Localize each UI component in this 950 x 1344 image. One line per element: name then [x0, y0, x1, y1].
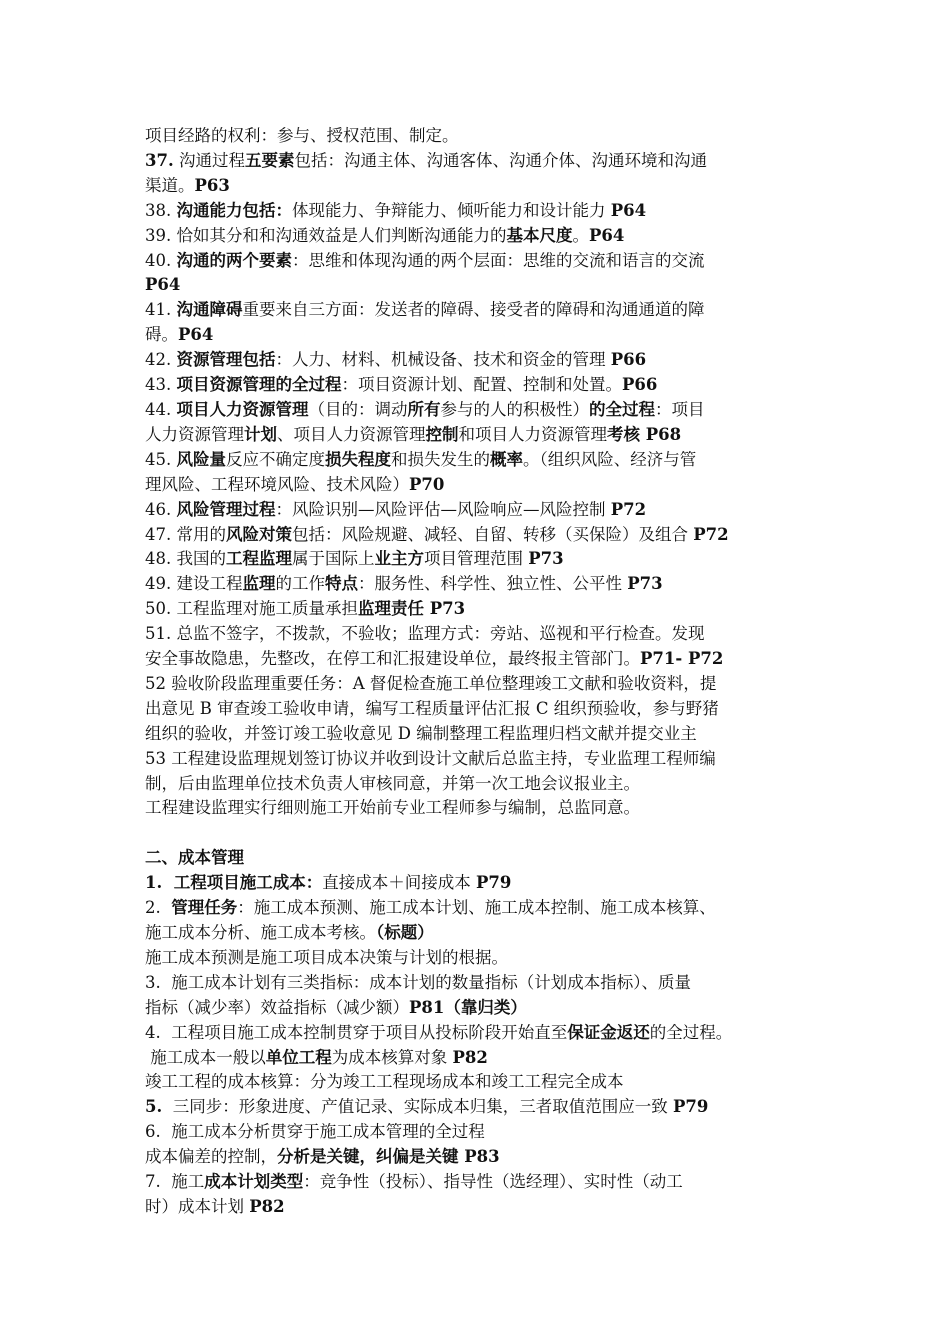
text-run: 包括：风险规避、减轻、自留、转移（买保险）及组合 — [292, 524, 694, 544]
text-run: ：思维和体现沟通的两个层面：思维的交流和语言的交流 — [292, 250, 705, 270]
bold-text-run: 风险量 — [176, 449, 226, 469]
bold-text-run: 保证金返还 — [567, 1022, 650, 1042]
bold-text-run: 工程监理 — [226, 549, 292, 569]
bold-text-run: 资源管理包括 — [176, 350, 276, 370]
text-line — [145, 199, 825, 224]
text-run: ：风险识别—风险评估—风险响应—风险控制 — [275, 499, 611, 519]
text-run: 体现能力、争辩能力、倾听能力和设计能力 — [292, 200, 611, 220]
text-line — [145, 772, 825, 797]
bold-text-run: 损失程度 — [325, 449, 391, 469]
text-run: 51. 总监不签字，不拨款，不验收；监理方式：旁站、巡视和平行检查。发现 — [145, 624, 705, 644]
bold-text-run: 5. — [145, 1097, 163, 1117]
text-run: 施工成本一般以 — [145, 1047, 266, 1067]
text-run: 的工作 — [275, 574, 325, 594]
text-line — [145, 473, 825, 498]
text-line — [145, 398, 825, 423]
text-line — [145, 747, 825, 772]
bold-text-run: 分析是关键，纠偏是关键 P83 — [277, 1147, 500, 1167]
text-run: ：项目资源计划、配置、控制和处置。 — [341, 375, 622, 395]
document-body — [145, 124, 825, 1220]
text-line — [145, 796, 825, 821]
text-run: 39. 恰如其分和和沟通效益是人们判断沟通能力的 — [145, 225, 507, 245]
text-line — [145, 572, 825, 597]
text-run: 7. 施工 — [145, 1172, 205, 1192]
text-run: 沟通过程 — [173, 150, 245, 170]
text-line — [145, 996, 825, 1021]
text-run: 成本偏差的控制， — [145, 1147, 277, 1167]
text-run: 施工成本分析、施工成本考核。 — [145, 922, 376, 942]
text-run: 竣工工程的成本核算：分为竣工工程现场成本和竣工工程完全成本 — [145, 1072, 624, 1092]
text-line — [145, 1095, 825, 1120]
text-line — [145, 124, 825, 149]
text-run: 4. 工程项目施工成本控制贯穿于项目从投标阶段开始直至 — [145, 1022, 568, 1042]
text-line — [145, 921, 825, 946]
text-run: 和项目人力资源管理 — [458, 424, 607, 444]
bold-text-run: 二、成本管理 — [145, 848, 244, 868]
bold-text-run: 控制 — [425, 424, 459, 444]
text-run: 和损失发生的 — [391, 449, 490, 469]
text-run: ：项目 — [655, 399, 705, 419]
bold-text-run: P71- P72 — [640, 649, 724, 669]
text-run: 渠道。 — [145, 175, 195, 195]
bold-text-run: P64 — [610, 200, 647, 220]
bold-text-run: 监理 — [242, 574, 276, 594]
text-run: 6. 施工成本分析贯穿于施工成本管理的全过程 — [145, 1122, 485, 1142]
text-line — [145, 348, 825, 373]
text-run: 指标（减少率）效益指标（减少额） — [145, 997, 409, 1017]
text-run: 安全事故隐患，先整改，在停工和汇报建设单位，最终报主管部门。 — [145, 649, 640, 669]
text-run: 碍。 — [145, 325, 178, 345]
bold-text-run: P66 — [622, 375, 658, 395]
text-line — [145, 1170, 825, 1195]
text-run: ：人力、材料、机械设备、技术和资金的管理 — [275, 350, 611, 370]
bold-text-run: 管理任务 — [171, 898, 238, 918]
text-line — [145, 971, 825, 996]
text-run: 理风险、工程环境风险、技术风险） — [145, 474, 409, 494]
text-line — [145, 846, 825, 871]
text-line — [145, 249, 825, 274]
text-run: 50. 工程监理对施工质量承担 — [145, 599, 358, 619]
text-run: 38. — [145, 200, 177, 220]
bold-text-run: 计划 — [244, 424, 277, 444]
text-run: 反应不确定度 — [226, 449, 325, 469]
text-line — [145, 672, 825, 697]
bold-text-run: P81（靠归类） — [409, 997, 527, 1017]
bold-text-run: P63 — [194, 175, 230, 195]
bold-text-run: 所有 — [407, 399, 441, 419]
text-run: 的全过程。 — [649, 1022, 733, 1042]
bold-text-run: 监理责任 P73 — [358, 599, 466, 619]
text-run: 属于国际上 — [292, 549, 375, 569]
text-line — [145, 174, 825, 199]
text-run: 52 验收阶段监理重要任务：A 督促检查施工单位整理竣工文献和验收资料，提 — [145, 673, 717, 693]
bold-text-run: 项目人力资源管理 — [176, 399, 309, 419]
text-line — [145, 498, 825, 523]
bold-text-run: P66 — [610, 350, 647, 370]
text-line — [145, 597, 825, 622]
text-line — [145, 323, 825, 348]
text-run: 出意见 B 审查竣工验收申请，编写工程质量评估汇报 C 组织预验收，参与野猪 — [145, 698, 719, 718]
bold-text-run: P70 — [409, 474, 445, 494]
bold-text-run: P82 — [452, 1047, 488, 1067]
bold-text-run: P73 — [528, 549, 564, 569]
text-line — [145, 373, 825, 398]
bold-text-run: 项目资源管理的全过程 — [176, 375, 342, 395]
text-line — [145, 523, 825, 548]
text-line — [145, 1046, 825, 1071]
text-line — [145, 1195, 825, 1220]
text-line — [145, 647, 825, 672]
bold-text-run: 风险管理过程 — [176, 499, 276, 519]
text-run: 。（组织风险、经济与管 — [523, 449, 697, 469]
text-line — [145, 722, 825, 747]
bold-text-run: P82 — [249, 1196, 285, 1216]
text-line — [145, 896, 825, 921]
text-run: 项目经路的权利：参与、授权范围、制定。 — [145, 126, 459, 145]
text-run: 施工成本预测是施工项目成本决策与计划的根据。 — [145, 947, 508, 967]
text-run: 40. — [145, 250, 177, 270]
bold-text-run: 特点 — [325, 574, 358, 594]
text-line — [145, 224, 825, 249]
bold-text-run: P73 — [627, 574, 663, 594]
text-run: 组织的验收，并签订竣工验收意见 D 编制整理工程监理归档文献并提交业主 — [145, 723, 697, 743]
bold-text-run: P64 — [145, 275, 181, 295]
text-line — [145, 697, 825, 722]
text-run: 制，后由监理单位技术负责人审核同意，并第一次工地会议报业主。 — [145, 773, 640, 793]
text-run: 三同步：形象进度、产值记录、实际成本归集，三者取值范围应一致 — [162, 1097, 673, 1117]
text-line — [145, 149, 825, 174]
text-line — [145, 547, 825, 572]
text-run: 2. — [145, 898, 172, 918]
bold-text-run: 37. — [145, 150, 174, 170]
text-run: 43. — [145, 375, 177, 395]
text-run: 参与的人的积极性） — [440, 399, 589, 419]
bold-text-run: 的全过程 — [589, 399, 655, 419]
text-run: ：竞争性（投标）、指导性（选经理）、实时性（动工 — [303, 1172, 683, 1192]
text-line — [145, 871, 825, 896]
text-line — [145, 946, 825, 971]
text-run: 44. — [145, 399, 177, 419]
text-run: 45. — [145, 449, 177, 469]
bold-text-run: 五要素 — [244, 150, 295, 170]
bold-text-run: P64 — [589, 225, 625, 245]
text-line — [145, 622, 825, 647]
text-line — [145, 273, 825, 298]
text-run: 人力资源管理 — [145, 424, 244, 444]
text-line — [145, 1021, 825, 1046]
text-run: 49. 建设工程 — [145, 574, 243, 594]
text-run: 包括：沟通主体、沟通客体、沟通介体、沟通环境和沟通 — [294, 150, 707, 170]
text-run: 42. — [145, 350, 177, 370]
text-run: 时）成本计划 — [145, 1196, 250, 1216]
text-run: 46. — [145, 499, 177, 519]
bold-text-run: （标题） — [376, 922, 434, 942]
bold-text-run: 成本计划类型 — [204, 1172, 304, 1192]
text-run: ：施工成本预测、施工成本计划、施工成本控制、施工成本核算、 — [237, 898, 716, 918]
text-line — [145, 1145, 825, 1170]
text-run: ：服务性、科学性、独立性、公平性 — [358, 574, 628, 594]
text-run: 为成本核算对象 — [331, 1047, 453, 1067]
bold-text-run: P64 — [178, 325, 214, 345]
bold-text-run: 沟通能力包括： — [176, 200, 292, 220]
bold-text-run: 风险对策 — [226, 524, 292, 544]
text-line — [145, 298, 825, 323]
text-run: 、项目人力资源管理 — [277, 424, 426, 444]
text-run: 53 工程建设监理规划签订协议并收到设计文献后总监主持，专业监理工程师编 — [145, 748, 716, 768]
bold-text-run: 沟通的两个要素 — [176, 250, 292, 270]
text-run: 直接成本＋间接成本 — [322, 873, 476, 893]
bold-text-run: P79 — [475, 873, 512, 893]
bold-text-run: 沟通障碍 — [176, 300, 243, 320]
text-run: 41. — [145, 300, 177, 320]
bold-text-run: 单位工程 — [265, 1047, 332, 1067]
text-run: 项目管理范围 — [424, 549, 529, 569]
text-line — [145, 423, 825, 448]
text-run: 重要来自三方面：发送者的障碍、接受者的障碍和沟通通道的障 — [242, 300, 705, 320]
bold-text-run: 概率 — [490, 449, 523, 469]
bold-text-run: 业主方 — [374, 549, 424, 569]
text-run: 48. 我国的 — [145, 549, 226, 569]
text-run: 3. 施工成本计划有三类指标：成本计划的数量指标（计划成本指标）、质量 — [145, 972, 691, 992]
bold-text-run: P72 — [693, 524, 729, 544]
text-run: 工程建设监理实行细则施工开始前专业工程师参与编制，总监同意。 — [145, 798, 640, 818]
text-run: 。 — [572, 225, 589, 245]
bold-text-run: 1. 工程项目施工成本： — [145, 873, 323, 893]
text-line — [145, 1070, 825, 1095]
text-run: （目的：调动 — [308, 399, 408, 419]
bold-text-run: 基本尺度 — [506, 225, 573, 245]
bold-text-run: P79 — [672, 1097, 709, 1117]
bold-text-run: 考核 P68 — [607, 424, 682, 444]
text-line — [145, 821, 825, 846]
text-run: 47. 常用的 — [145, 524, 226, 544]
text-line — [145, 448, 825, 473]
text-line — [145, 1120, 825, 1145]
bold-text-run: P72 — [610, 499, 647, 519]
